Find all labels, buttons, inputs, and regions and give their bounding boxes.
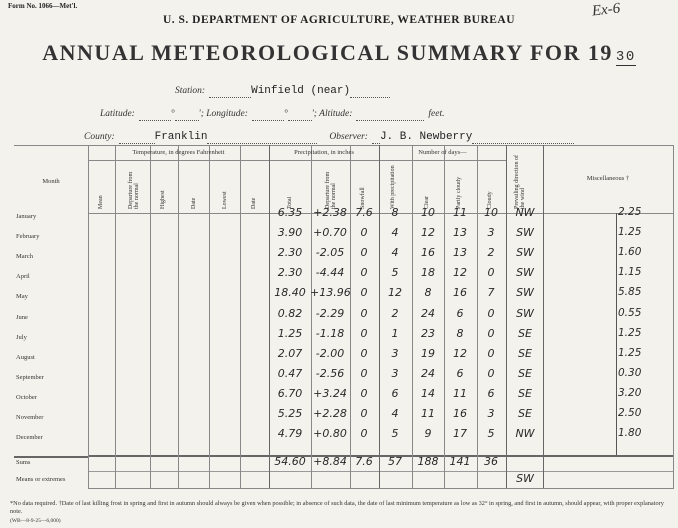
cell-cloudy: 2 [487,246,495,260]
col-header-precip-departure: Departure from the normal [325,171,337,209]
cell-wind: SE [518,346,532,360]
altitude-label: ; Altitude: [313,109,353,119]
cell-wind: SW [516,266,534,280]
month-label: December [16,434,43,442]
cell-snow: 0 [360,326,368,340]
col-header-total: Total [287,196,293,209]
sums-cell-precip-days: 57 [388,455,402,468]
precipitation-group-header: Precipitation, in inches [294,149,354,156]
cell-miscellaneous: 3.20 [618,386,642,399]
cell-clear: 9 [424,427,432,441]
cell-dep: +13.96 [310,286,351,300]
cell-dep: -1.18 [315,326,345,340]
cell-partly: 12 [453,266,467,280]
cell-dep: -2.29 [315,306,345,320]
month-label: September [16,373,44,381]
cell-total: 2.30 [277,246,303,260]
temperature-group-header: Temperature, in degrees Fahrenheit [132,149,225,156]
cell-clear: 23 [421,326,435,340]
cell-partly: 11 [453,206,467,219]
sums-cell-clear: 188 [417,455,439,468]
cell-snow: 0 [360,346,368,360]
month-label: November [16,414,44,421]
cell-cloudy: 3 [487,407,495,420]
month-label: April [16,273,30,281]
cell-cloudy: 0 [487,346,495,360]
sums-cell-snow: 7.6 [355,455,373,468]
cell-partly: 16 [453,407,467,420]
longitude-label: ; Longitude: [200,109,248,119]
page-title: ANNUAL METEOROLOGICAL SUMMARY FOR 19 30 [42,40,636,65]
coordinates-line: Latitude: ° '; Longitude: ° '; Altitude: feet. [100,109,445,119]
cell-snow: 0 [360,407,368,420]
cell-dep: +2.28 [313,407,347,420]
cell-dep: -4.44 [315,266,345,280]
cell-cloudy: 6 [487,386,495,400]
summary-table [88,145,674,488]
cell-wind: SW [516,286,534,300]
month-label: March [16,253,33,261]
observer-value: J. B. Newberry [379,131,473,143]
county-line [84,126,574,144]
observer-label: Observer: [329,132,368,142]
cell-miscellaneous: 1.25 [618,226,642,239]
cell-wind: NW [515,427,535,441]
cell-wind: NW [515,206,535,219]
cell-miscellaneous: 2.50 [618,407,642,419]
col-header-partly-cloudy: Partly cloudy [456,176,462,209]
month-label: July [16,333,27,341]
cell-partly: 11 [453,386,467,400]
cell-miscellaneous: 0.30 [618,366,642,379]
cell-total: 6.35 [277,206,303,219]
col-header-mean: Mean [98,195,104,209]
col-header-lowest: Lowest [222,191,228,209]
cell-clear: 16 [421,246,435,260]
month-label: June [16,313,28,321]
col-header-snowfall: Snowfall [360,187,366,209]
cell-snow: 0 [360,386,368,400]
cell-clear: 19 [421,346,435,360]
cell-partly: 16 [453,286,467,300]
cell-dep: +3.24 [313,386,347,400]
cell-partly: 13 [453,246,467,260]
latitude-label: Latitude: [100,109,135,119]
cell-miscellaneous: 2.25 [618,206,642,218]
days-group-header: Number of days— [418,149,467,156]
cell-miscellaneous: 1.25 [618,326,642,339]
cell-miscellaneous: 1.60 [618,246,642,259]
col-header-temp-departure: Departure from the normal [128,171,140,209]
form-number: Form No. 1066—Met'l. [8,2,78,10]
cell-clear: 12 [421,226,435,240]
cell-precip-days: 4 [391,246,399,260]
department-heading: U. S. DEPARTMENT OF AGRICULTURE, WEATHER BUREAU [162,14,516,26]
station-line [175,80,390,98]
cell-clear: 10 [421,206,435,219]
cell-total: 1.25 [277,326,303,340]
footnote: *No data required. †Date of last killing frost in spring and first in autumn should always be given when possible; in absence of such data, the date of last minimum temperature as low as 32° in spring, and first in autumn, should appear, with proper explanatory note. [10,500,664,515]
cell-snow: 0 [360,246,368,260]
cell-precip-days: 2 [391,306,399,320]
cell-precip-days: 4 [391,407,399,420]
cell-clear: 24 [421,306,435,320]
means-wind-cell: SW [516,472,534,485]
cell-dep: -2.05 [315,246,345,260]
sums-cell-cloudy: 36 [484,455,498,468]
cell-clear: 14 [421,386,435,400]
cell-snow: 0 [360,266,368,280]
station-value: Winfield (near) [251,85,351,97]
cell-total: 4.79 [277,427,303,441]
month-label: January [16,213,37,220]
cell-cloudy: 0 [487,326,495,340]
means-label: Means or extremes [16,476,66,483]
cell-partly: 17 [453,427,467,441]
cell-wind: SE [518,326,532,340]
cell-partly: 6 [456,306,464,320]
cell-cloudy: 0 [487,306,495,320]
cell-wind: SE [518,366,532,380]
cell-dep: -2.56 [315,366,345,380]
miscellaneous-header: Miscellaneous † [586,175,630,182]
handwritten-reference: Ex-6 [591,0,622,20]
cell-miscellaneous: 1.80 [618,427,642,440]
cell-precip-days: 5 [391,427,399,441]
sums-cell-partly: 141 [449,455,471,468]
cell-precip-days: 5 [391,266,399,280]
county-label: County: [84,132,115,142]
month-header [14,145,88,214]
cell-precip-days: 3 [391,346,399,360]
cell-snow: 0 [360,427,368,441]
cell-total: 5.25 [277,407,303,420]
col-header-low-date: Date [251,197,257,209]
col-header-precip-days: With precipitation [390,165,396,209]
cell-cloudy: 7 [487,286,495,300]
cell-clear: 24 [421,366,435,380]
cell-clear: 18 [421,266,435,280]
month-label: August [16,353,35,361]
cell-snow: 0 [360,306,368,320]
cell-precip-days: 6 [391,386,399,400]
cell-snow: 0 [360,286,368,300]
cell-partly: 13 [453,226,467,240]
month-label: October [16,393,37,401]
cell-total: 18.40 [274,286,306,300]
cell-miscellaneous: 5.85 [618,286,642,299]
printer-code: (WB—8-9-25—6,000) [10,518,61,524]
cell-miscellaneous: 1.15 [618,266,642,279]
cell-total: 0.82 [277,306,303,320]
cell-cloudy: 0 [487,366,495,380]
cell-precip-days: 12 [388,286,402,300]
cell-wind: SW [516,306,534,320]
col-header-high-date: Date [191,197,197,209]
sums-cell-dep: +8.84 [313,455,347,468]
col-header-cloudy: Cloudy [487,191,493,209]
cell-dep: +2.38 [313,206,347,219]
cell-partly: 8 [456,326,464,340]
cell-wind: SE [518,407,532,420]
cell-clear: 8 [424,286,432,300]
cell-miscellaneous: 1.25 [618,346,642,359]
cell-partly: 6 [456,366,464,380]
cell-wind: SW [516,226,534,240]
cell-dep: +0.70 [313,226,347,240]
col-header-clear: Clear [424,196,430,209]
cell-total: 2.30 [277,266,303,280]
cell-wind: SW [516,246,534,260]
cell-wind: SE [518,386,532,400]
cell-dep: -2.00 [315,346,345,360]
cell-snow: 7.6 [355,206,373,219]
county-value: Franklin [154,131,208,143]
month-label: May [16,293,28,301]
feet-label: feet. [428,109,445,119]
prevailing-wind-header: Prevailing direction of the wind [514,155,526,209]
cell-cloudy: 0 [487,266,495,280]
cell-miscellaneous: 0.55 [618,306,642,319]
cell-total: 3.90 [277,226,303,240]
station-label: Station: [175,86,206,96]
year-field: 30 [615,49,636,65]
cell-total: 0.47 [277,366,303,380]
sums-cell-total: 54.60 [274,455,306,468]
cell-partly: 12 [453,346,467,360]
cell-snow: 0 [360,366,368,380]
cell-cloudy: 10 [484,206,498,219]
sums-label: Sums [16,459,31,466]
cell-precip-days: 1 [391,326,399,340]
col-header-highest: Highest [160,190,166,209]
cell-cloudy: 5 [487,427,495,441]
month-header-label: Month [42,178,60,185]
cell-total: 6.70 [277,386,303,400]
cell-precip-days: 3 [391,366,399,380]
cell-total: 2.07 [277,346,303,360]
cell-clear: 11 [421,407,435,420]
cell-dep: +0.80 [313,427,347,441]
cell-cloudy: 3 [487,226,495,240]
cell-snow: 0 [360,226,368,240]
month-label: February [16,233,40,241]
cell-precip-days: 4 [391,226,399,240]
cell-precip-days: 8 [391,206,399,219]
